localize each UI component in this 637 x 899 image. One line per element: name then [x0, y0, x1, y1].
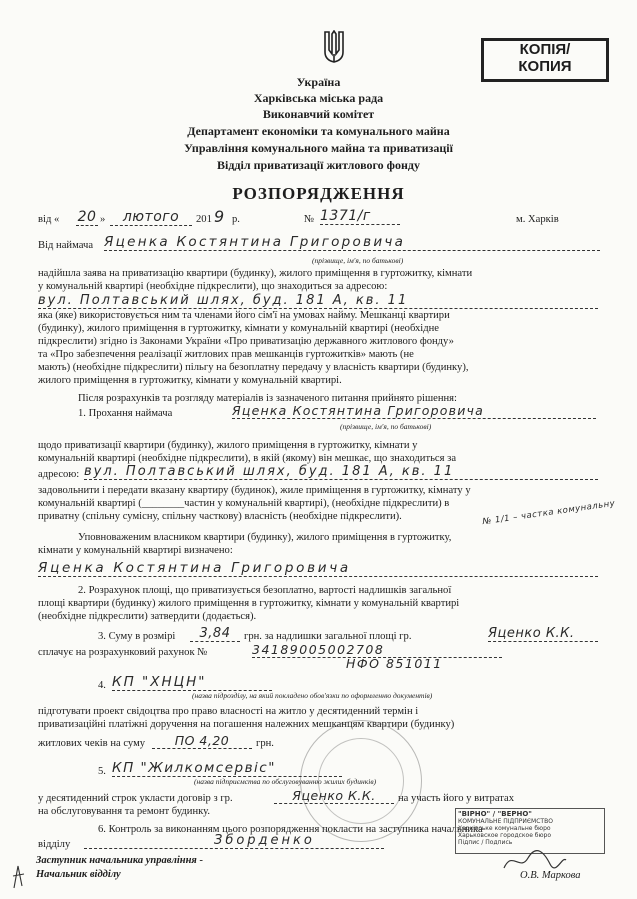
account-number: 34189005002708	[252, 642, 502, 658]
margin-note: № 1/1 – частка комунальну	[481, 498, 616, 528]
signature-role-2: Начальник відділу	[36, 869, 121, 880]
doc-title: РОЗПОРЯДЖЕННЯ	[232, 184, 405, 203]
body-line-14: комунальній квартирі (________частин у комунальній квартирі), (необхідне підкреслити) в	[38, 498, 450, 509]
cheques-sum: ПО 4,20	[152, 733, 252, 749]
verno-line-3: Харьковское городское бюро	[458, 832, 552, 839]
body-line-27: 6. Контроль за виконанням цього розпорядження покласти на заступника начальника	[98, 824, 483, 835]
verno-title: "ВІРНО" / "ВЕРНО"	[458, 810, 532, 818]
body-line-23: приватизаційні платіжні доручення на погашення належних мешканцям квартири (будинку)	[38, 719, 455, 730]
point3-label: 3. Суму в розмірі	[98, 631, 176, 642]
signature-name: О.В. Маркова	[520, 870, 581, 881]
point4-caption: (назва підрозділу, на який покладено обов'язки по оформленню документів)	[192, 691, 433, 700]
body-line-1: надійшла заява на приватизацію квартири (будинку), жилого приміщення в гуртожитку, кімнати	[38, 268, 473, 279]
round-seal-inner	[318, 738, 404, 824]
body-line-21: сплачує на розрахунковий рахунок №	[38, 647, 208, 658]
body-line-6: та «Про забезпечення реалізації житлових прав мешканців гуртожитків» мають (не	[38, 349, 414, 360]
point1-label: 1. Прохання наймача	[78, 408, 173, 419]
point4-org: КП "ХНЦН"	[112, 674, 272, 691]
point1-name: Яценка Костянтина Григоровича	[232, 403, 596, 419]
point4-num: 4.	[98, 680, 106, 691]
verno-line-1: КОМУНАЛЬНЕ ПІДПРИЄМСТВО	[458, 818, 553, 825]
signature-role-1: Заступник начальника управління -	[36, 855, 203, 866]
trident-icon	[322, 30, 346, 69]
body-line-2: у комунальній квартирі (необхідне підкреслити), що знаходиться за адресою:	[38, 281, 388, 292]
point5-org: КП "Жилкомсервіс"	[112, 760, 342, 777]
body-line-18: 2. Розрахунок площі, що приватизується безоплатно, вартості надлишків загальної	[78, 585, 452, 596]
date-year-prefix: 201	[196, 214, 212, 225]
body-line-19: площі квартири (будинку) жилого приміщення в гуртожитку, кімнати у комунальній квартирі	[38, 598, 460, 609]
body-line-4: (будинку), жилого приміщення в гуртожитку, кімнати у комунальній квартирі (необхідне	[38, 323, 439, 334]
date-month: лютого	[110, 209, 192, 226]
header-division: Відділ приватизації житлового фонду	[217, 158, 420, 172]
date-mid: »	[100, 214, 106, 225]
body-line-12: адресою:	[38, 469, 80, 480]
point3-sum: 3,84	[190, 626, 240, 642]
body-line-22: підготувати проект свідоцтва про право власності на житло у десятиденний термін і	[38, 706, 419, 717]
point5-name: Яценко К.К.	[274, 788, 394, 804]
order-number: 1371/г	[320, 208, 400, 225]
header-dept: Департамент економіки та комунального майна	[187, 124, 450, 138]
body-line-25b: на участь його у витратах	[398, 793, 515, 804]
point3-name: Яценко К.К.	[488, 626, 598, 642]
header-admin: Управління комунального майна та приватизації	[184, 141, 453, 155]
body-line-10: щодо приватизації квартири (будинку), жилого приміщення в гуртожитку, кімнати у	[38, 440, 418, 451]
body-line-8: жилого приміщення в гуртожитку, кімнати у комунальній квартирі.	[38, 375, 342, 386]
body-line-13: задовольнити і передати вказану квартиру (будинок), жиле приміщення в гуртожитку, кімнату у	[38, 485, 471, 496]
copy-stamp-line1: КОПІЯ/	[519, 41, 571, 58]
date-day: 20	[77, 209, 97, 225]
header-committee: Виконавчий комітет	[262, 107, 375, 121]
body-line-11: комунальній квартирі (необхідне підкреслити), в якій (якому) він мешкає, що знаходиться за	[38, 453, 457, 464]
body-line-24a: житлових чеків на суму	[38, 738, 146, 749]
header-country: Україна	[296, 75, 341, 89]
body-line-17: кімнати у комунальній квартирі визначено:	[38, 545, 233, 556]
copy-stamp-line2: КОПИЯ	[518, 58, 572, 75]
body-line-9: Після розрахунків та розгляду матеріалів із зазначеного питання прийнято рішення:	[78, 393, 457, 404]
applicant-name: Яценка Костянтина Григоровича	[104, 234, 600, 251]
body-line-26: на обслуговування та ремонт будинку.	[38, 806, 211, 817]
body-line-5: підкреслити) згідно із Законами України «Про приватизацію державного житлового фонду»	[38, 336, 454, 347]
applicant-caption: (прізвище, ім'я, по батькові)	[312, 256, 404, 265]
applicant-label: Від наймача	[38, 240, 94, 251]
body-line-24b: грн.	[256, 738, 274, 749]
header-council: Харківська міська рада	[253, 91, 384, 105]
body-line-20: (необхідне підкреслити) затвердити (додається).	[38, 611, 257, 622]
body-line-7: мають) (необхідне підкреслити) пільгу на безоплатну передачу у власність квартири (будинку),	[38, 362, 469, 373]
nfo-code: НФО 851011	[346, 656, 443, 671]
owner-name: Яценка Костянтина Григоровича	[38, 560, 598, 577]
body-line-15: приватну (спільну сумісну, спільну часткову) власність (необхідне підкреслити).	[38, 511, 402, 522]
point3-text: грн. за надлишки загальної площі гр.	[244, 631, 412, 642]
body-line-25a: у десятиденний строк укласти договір з гр.	[38, 793, 233, 804]
address-2: вул. Полтавський шлях, буд. 181 А, кв. 11	[84, 464, 598, 480]
point5-num: 5.	[98, 766, 106, 777]
address: вул. Полтавський шлях, буд. 181 А, кв. 11	[38, 293, 598, 309]
order-number-label: №	[304, 214, 315, 225]
point1-caption: (прізвище, ім'я, по батькові)	[340, 422, 432, 431]
body-line-16: Уповноваженим власником квартири (будинку), жилого приміщення в гуртожитку,	[78, 532, 452, 543]
verno-line-4: Підпис / Подпись	[458, 839, 513, 846]
handwritten-signature-icon	[500, 848, 570, 879]
verno-line-2: Харківське комунальне бюро	[458, 825, 551, 832]
city: м. Харків	[516, 214, 559, 225]
deputy-name: Зборденко	[84, 833, 384, 849]
date-year-digit: 9	[214, 207, 225, 226]
date-prefix: від «	[38, 214, 60, 225]
point5-caption: (назва підприємства по обслуговуванню жилих будинків)	[194, 777, 377, 786]
body-line-28: відділу	[38, 839, 71, 850]
margin-initial-icon	[10, 862, 28, 895]
date-year-suffix: р.	[232, 214, 240, 225]
body-line-3: яка (яке) використовується ним та членами його сім'ї на умовах найму. Мешканці квартири	[38, 310, 450, 321]
